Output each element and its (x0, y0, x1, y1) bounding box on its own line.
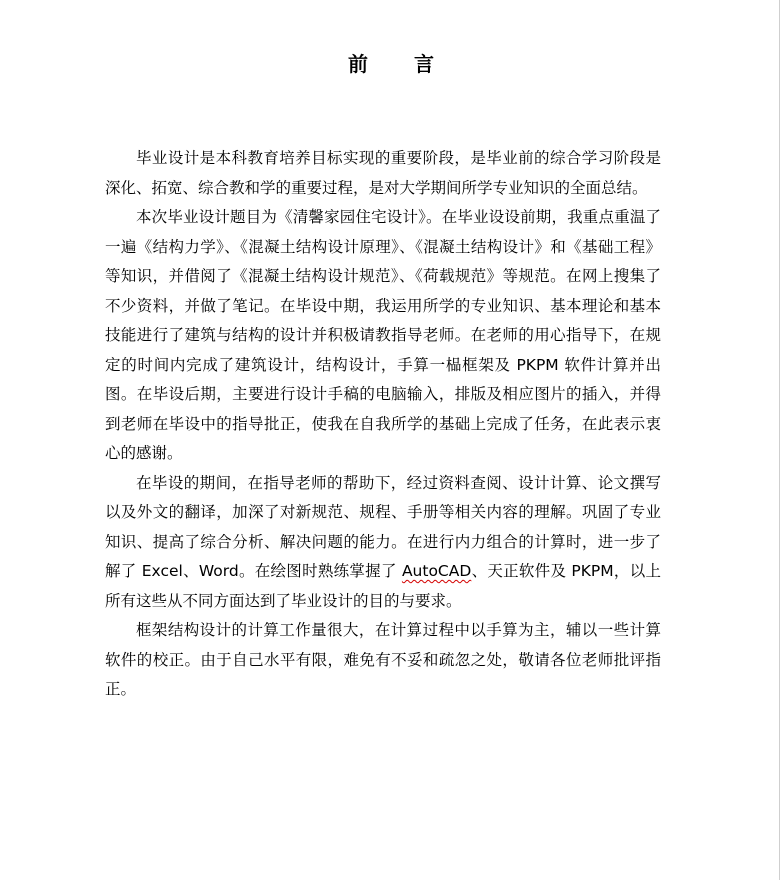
paragraph-2: 本次毕业设计题目为《清馨家园住宅设计》。在毕业设设前期，我重点重温了一遍《结构力学》、《混凝土结构设计原理》、《混凝土结构设计》和《基础工程》等知识，并借阅了《混凝土结构设计规范》、《荷载规范》等规范。在网上搜集了不少资料，并做了笔记。在毕设中期，我运用所学的专业知识、基本理论和基本技能进行了建筑与结构的设计并积极请教指导老师。在老师的用心指导下，在规定的时间内完成了建筑设计，结构设计，手算一榀框架及 PKPM 软件计算并出图。在毕设后期，主要进行设计手稿的电脑输入，排版及相应图片的插入，并得到老师在毕设中的指导批正，使我在自我所学的基础上完成了任务，在此表示衷心的感谢。 (105, 208, 661, 462)
paragraph-3-text-after: 、天正软件及 PKPM，以上所有这些从不同方面达到了毕业设计的目的与要求。 (105, 562, 661, 610)
page-title: 前言 (348, 52, 480, 76)
paragraph-3-text-before: 在毕设的期间，在指导老师的帮助下，经过资料查阅、设计计算、论文撰写以及外文的翻译，加深了对新规范、规程、手册等相关内容的理解。巩固了专业知识、提高了综合分析、解决问题的能力。在进行内力组合的计算时，进一步了解了 Excel、Word。在绘图时熟练掌握了 (105, 473, 661, 580)
paragraph-3 (105, 469, 661, 617)
spellcheck-flagged-word[interactable]: AutoCAD (401, 562, 472, 580)
document-body (105, 144, 661, 705)
paragraph-1: 毕业设计是本科教育培养目标实现的重要阶段，是毕业前的综合学习阶段是深化、拓宽、综合教和学的重要过程，是对大学期间所学专业知识的全面总结。 (105, 149, 661, 197)
paragraph-4: 框架结构设计的计算工作量很大，在计算过程中以手算为主，辅以一些计算软件的校正。由于自己水平有限，难免有不妥和疏忽之处，敬请各位老师批评指正。 (105, 621, 661, 698)
